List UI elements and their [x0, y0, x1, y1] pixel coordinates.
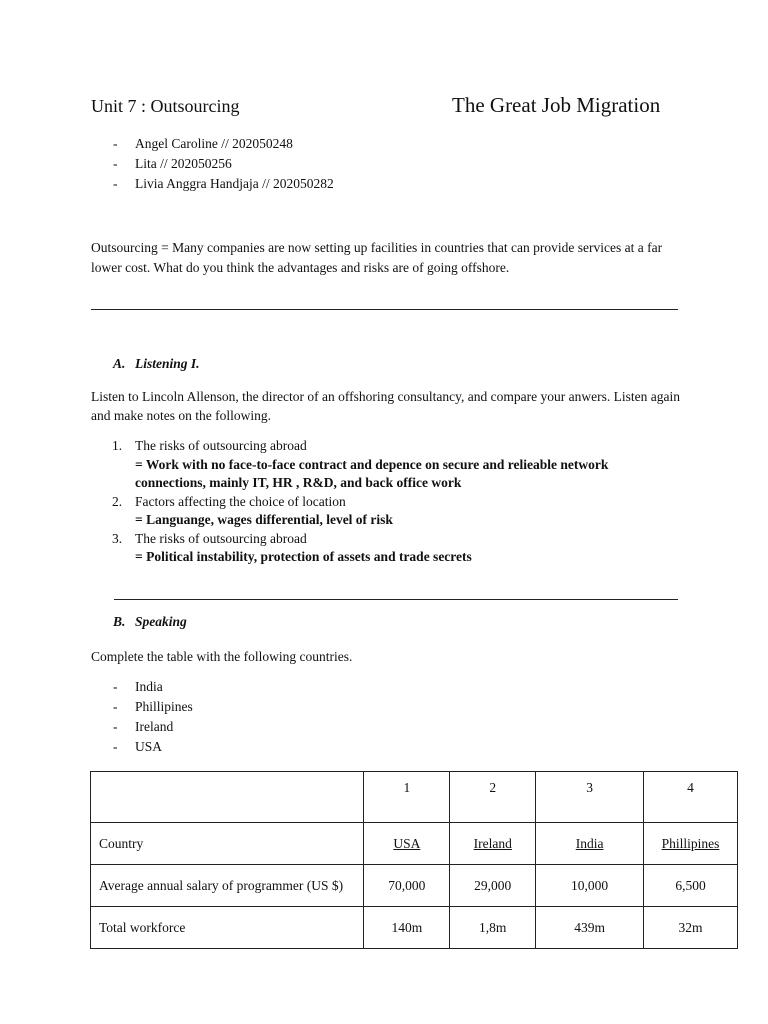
table-row	[91, 823, 738, 865]
dash-marker: -	[113, 679, 118, 694]
row-label: Country	[91, 823, 364, 865]
list-item	[91, 174, 334, 194]
table-cell: 439m	[536, 907, 644, 949]
dash-marker: -	[113, 176, 118, 191]
table-cell: Phillipines	[644, 823, 738, 865]
table-cell: USA	[364, 823, 450, 865]
list-item	[91, 677, 193, 697]
dash-marker: -	[113, 719, 118, 734]
country-name: India	[135, 679, 163, 694]
speaking-instructions: Complete the table with the following countries.	[91, 649, 353, 664]
list-item	[91, 717, 193, 737]
author-list	[91, 134, 334, 194]
country-name: USA	[135, 739, 163, 754]
author-name: Livia Anggra Handjaja // 202050282	[135, 176, 334, 191]
table-cell: 1,8m	[450, 907, 536, 949]
table-cell: India	[536, 823, 644, 865]
divider	[91, 309, 678, 310]
country-name: Ireland	[135, 719, 174, 734]
item-answer: = Political instability, protection of assets and trade secrets	[135, 549, 472, 564]
country-table	[90, 771, 738, 949]
dash-marker: -	[113, 699, 118, 714]
table-cell: 140m	[364, 907, 450, 949]
author-name: Lita // 202050256	[135, 156, 232, 171]
intro-paragraph: Outsourcing = Many companies are now setting up facilities in countries that can provide services at a far lower cost. What do you think the advantages and risks are of going offshore.	[91, 240, 663, 275]
unit-heading: Unit 7 : Outsourcing	[91, 96, 240, 116]
dash-marker: -	[113, 136, 118, 151]
section-title: Speaking	[135, 614, 187, 629]
table-row	[91, 907, 738, 949]
table-cell: 10,000	[536, 865, 644, 907]
item-answer: = Work with no face-to-face contract and depence on secure and relieable network connections, mainly IT, HR , R&D, and back office work	[135, 456, 609, 490]
list-item	[91, 697, 193, 717]
section-letter: A.	[113, 356, 126, 371]
column-number: 4	[644, 772, 738, 823]
column-number: 2	[450, 772, 536, 823]
item-question: The risks of outsourcing abroad	[135, 530, 307, 546]
item-question: Factors affecting the choice of location	[135, 493, 346, 509]
table-cell: 32m	[644, 907, 738, 949]
section-a-heading	[113, 356, 200, 372]
row-label: Total workforce	[91, 907, 364, 949]
table-cell: 70,000	[364, 865, 450, 907]
section-title: Listening I.	[135, 356, 200, 371]
table-cell: Ireland	[450, 823, 536, 865]
section-letter: B.	[113, 614, 126, 629]
list-item	[112, 493, 672, 530]
column-number: 1	[364, 772, 450, 823]
list-item	[91, 737, 193, 757]
notes-list	[112, 437, 672, 567]
column-number: 3	[536, 772, 644, 823]
row-label: Average annual salary of programmer (US $)	[91, 865, 364, 907]
dash-marker: -	[113, 739, 118, 754]
item-question: The risks of outsourcing abroad	[135, 438, 307, 453]
item-number: 1.	[112, 438, 123, 453]
listening-instructions: Listen to Lincoln Allenson, the director of an offshoring consultancy, and compare your anwers. Listen again and make notes on the following.	[91, 389, 680, 423]
section-b-heading	[113, 614, 187, 630]
list-item	[112, 437, 672, 493]
dash-marker: -	[113, 156, 118, 171]
document-title: The Great Job Migration	[452, 93, 661, 117]
table-header-row	[91, 772, 738, 823]
table-cell: 29,000	[450, 865, 536, 907]
list-item	[112, 530, 672, 567]
item-answer: = Languange, wages differential, level of risk	[135, 512, 393, 527]
author-name: Angel Caroline // 202050248	[135, 136, 293, 151]
list-item	[91, 154, 334, 174]
divider	[114, 599, 678, 600]
item-number: 3.	[112, 530, 123, 546]
list-item	[91, 134, 334, 154]
country-list	[91, 677, 193, 757]
item-number: 2.	[112, 493, 123, 509]
table-row	[91, 865, 738, 907]
country-name: Phillipines	[135, 699, 193, 714]
table-corner-cell	[91, 772, 364, 823]
table-cell: 6,500	[644, 865, 738, 907]
